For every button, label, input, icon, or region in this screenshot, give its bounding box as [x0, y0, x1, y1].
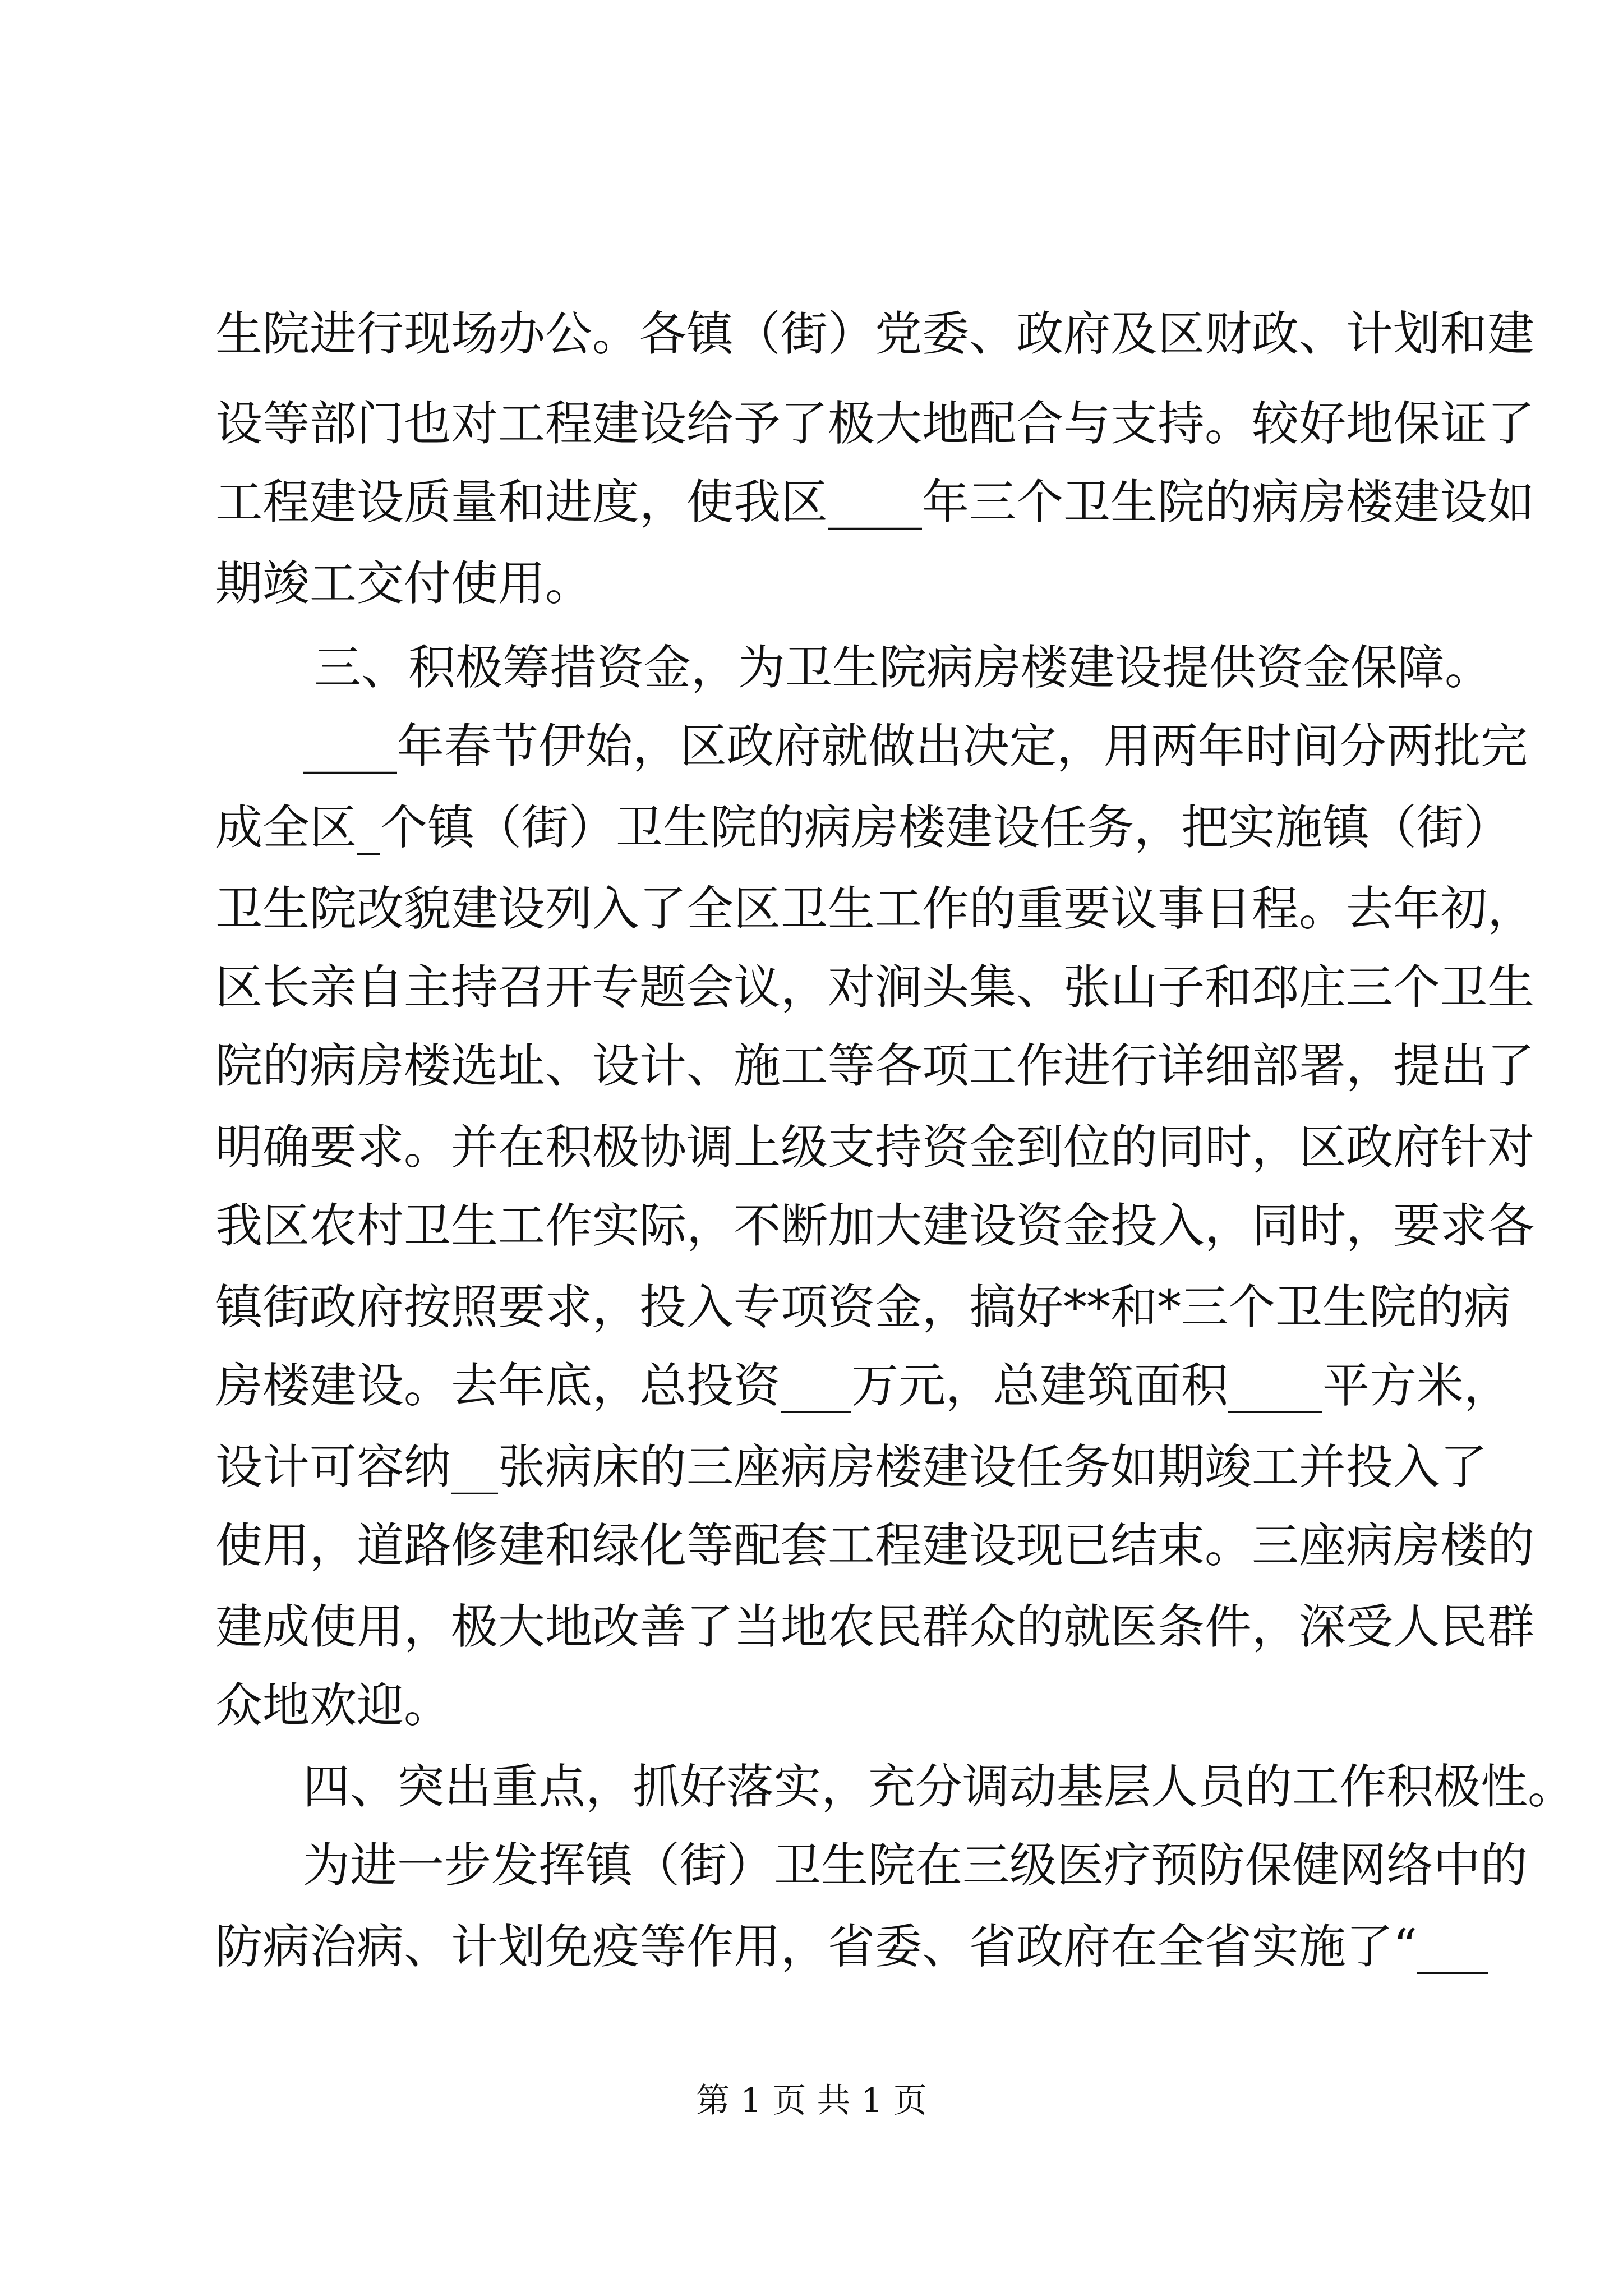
- body-line-10: 院的病房楼选址、设计、施工等各项工作进行详细部署，提出了: [215, 1038, 1535, 1093]
- section-heading-4: 四、突出重点，抓好落实，充分调动基层人员的工作积极性。: [303, 1759, 1575, 1814]
- body-line-17: 建成使用，极大地改善了当地农民群众的就医条件，深受人民群: [215, 1599, 1535, 1654]
- body-line-4: 期竣工交付使用。: [215, 556, 593, 611]
- body-line-2: 设等部门也对工程建设给予了极大地配合与支持。较好地保证了: [215, 396, 1535, 451]
- body-line-11: 明确要求。并在积极协调上级支持资金到位的同时，区政府针对: [215, 1120, 1535, 1175]
- body-line-18: 众地欢迎。: [215, 1678, 451, 1733]
- body-line-9: 区长亲自主持召开专题会议，对涧头集、张山子和邳庄三个卫生: [215, 960, 1535, 1015]
- body-line-8: 卫生院改貌建设列入了全区卫生工作的重要议事日程。去年初，: [215, 881, 1535, 936]
- body-line-12: 我区农村卫生工作实际，不断加大建设资金投入，同时，要求各: [215, 1198, 1535, 1253]
- section-heading-3: 三、积极筹措资金，为卫生院病房楼建设提供资金保障。: [314, 640, 1492, 695]
- body-line-14: 房楼建设。去年底，总投资___万元，总建筑面积____平方米，: [215, 1358, 1511, 1413]
- body-line-21: 防病治病、计划免疫等作用，省委、省政府在全省实施了“___: [215, 1919, 1488, 1974]
- page-footer: 第 1 页 共 1 页: [696, 2081, 927, 2120]
- body-line-6: ____年春节伊始，区政府就做出决定，用两年时间分两批完: [303, 719, 1528, 774]
- body-line-16: 使用，道路修建和绿化等配套工程建设现已结束。三座病房楼的: [215, 1518, 1535, 1573]
- body-line-1: 生院进行现场办公。各镇（街）党委、政府及区财政、计划和建: [215, 306, 1535, 361]
- body-line-13: 镇街政府按照要求，投入专项资金，搞好**和*三个卫生院的病: [215, 1280, 1511, 1335]
- body-line-3: 工程建设质量和进度，使我区____年三个卫生院的病房楼建设如: [215, 475, 1535, 530]
- body-line-7: 成全区_个镇（街）卫生院的病房楼建设任务，把实施镇（街）: [215, 800, 1511, 855]
- body-line-15: 设计可容纳__张病床的三座病房楼建设任务如期竣工并投入了: [215, 1439, 1488, 1494]
- body-line-20: 为进一步发挥镇（街）卫生院在三级医疗预防保健网络中的: [303, 1838, 1528, 1893]
